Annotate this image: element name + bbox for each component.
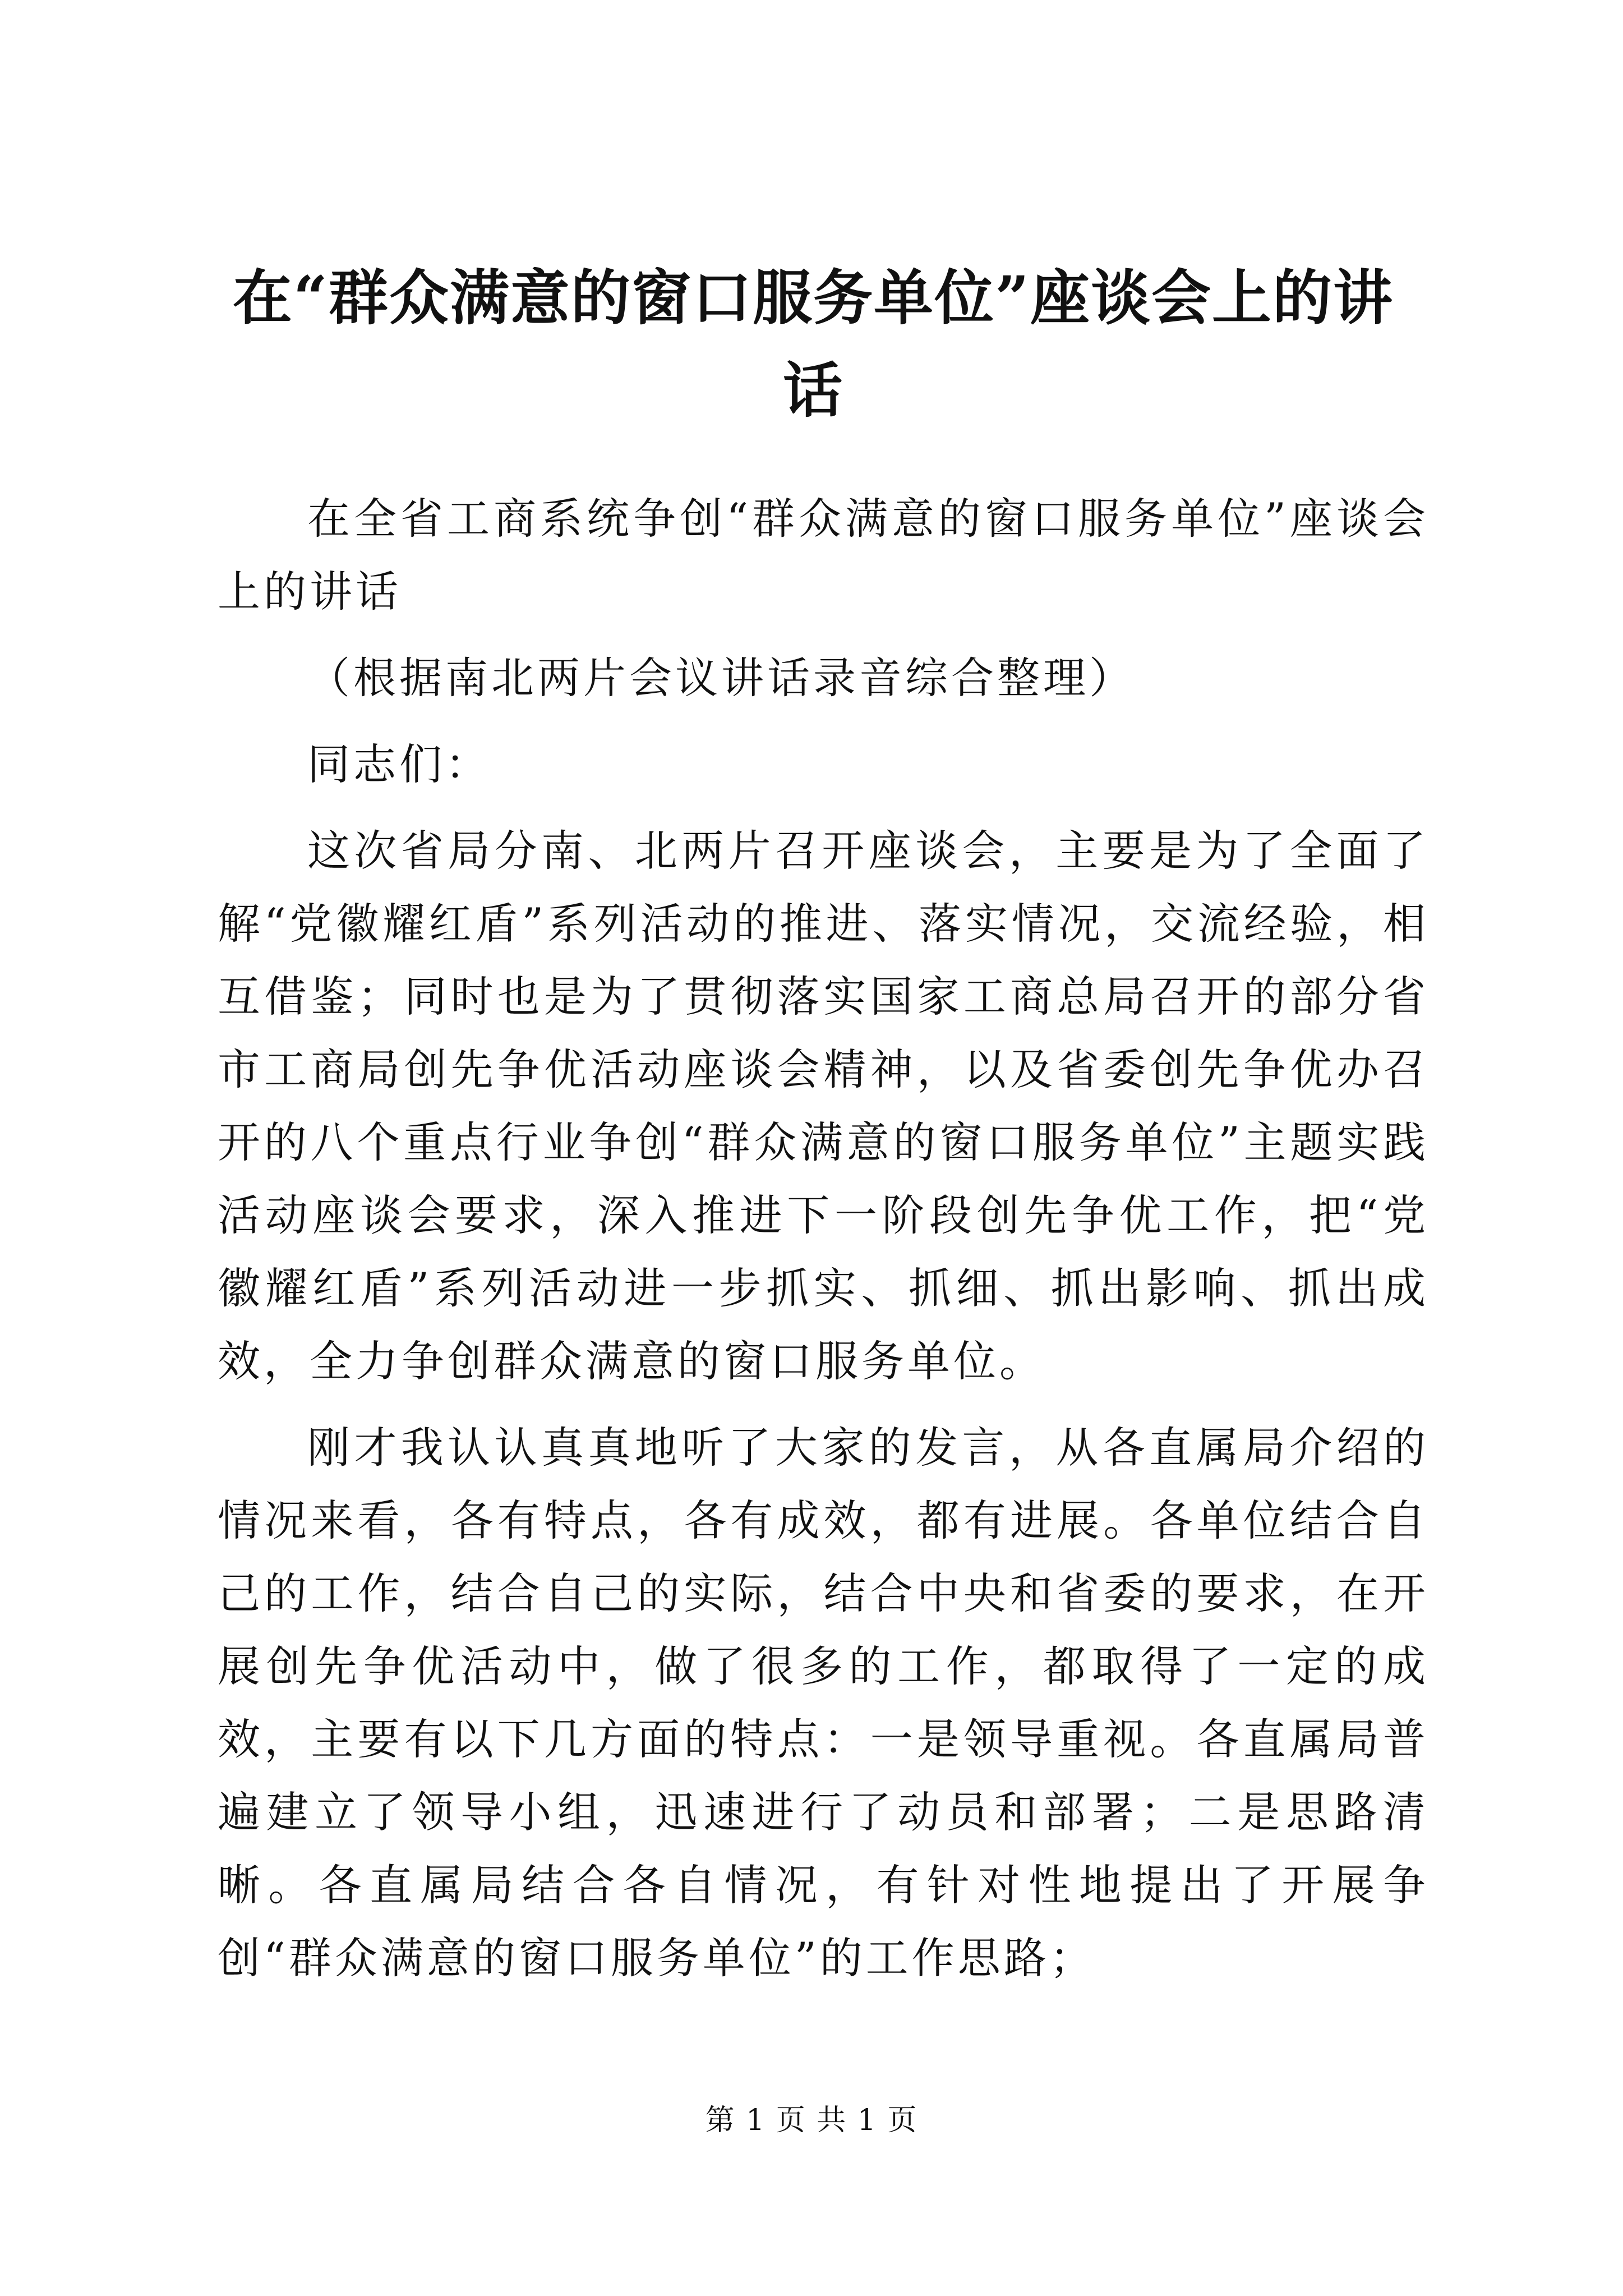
salutation-paragraph: 同志们： <box>307 739 491 789</box>
source-note-paragraph: （根据南北两片会议讲话录音综合整理） <box>307 653 1135 703</box>
body-paragraph: 这次省局分南、北两片召开座谈会，主要是为了全面了解“党徽耀红盾”系列活动的推进、落实情况，交流经验，相互借鉴；同时也是为了贯彻落实国家工商总局召开的部分省市工商局创先争优活动座谈会精神，以及省委创先争优办召开的八个重点行业争创“群众满意的窗口服务单位”主题实践活动座谈会要求，深入推进下一阶段创先争优工作，把“党徽耀红盾”系列活动进一步抓实、抓细、抓出影响、抓出成效，全力争创群众满意的窗口服务单位。 <box>218 826 1429 1386</box>
document-title: 在“群众满意的窗口服务单位”座谈会上的讲话 <box>233 263 1394 425</box>
body-paragraph: 刚才我认认真真地听了大家的发言，从各直属局介绍的情况来看，各有特点，各有成效，都有进展。各单位结合自己的工作，结合自己的实际，结合中央和省委的要求，在开展创先争优活动中，做了很多的工作，都取得了一定的成效，主要有以下几方面的特点：一是领导重视。各直属局普遍建立了领导小组，迅速进行了动员和部署；二是思路清晰。各直属局结合各自情况，有针对性地提出了开展争创“群众满意的窗口服务单位”的工作思路； <box>218 1423 1429 1983</box>
subtitle-paragraph: 在全省工商系统争创“群众满意的窗口服务单位”座谈会上的讲话 <box>218 494 1429 616</box>
page-footer: 第 1 页 共 1 页 <box>705 2104 918 2137</box>
document-body <box>218 482 1429 1995</box>
